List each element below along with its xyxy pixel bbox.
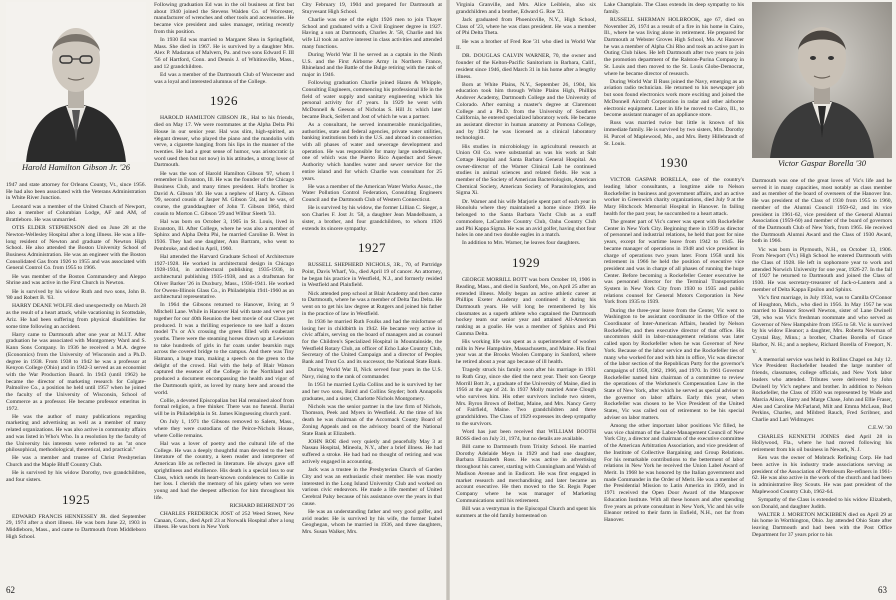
paragraph: Charlie was one of the eight 1926 men to join Thayer School and graduated with a Civil Engineer degree in 1927. Having a son at Dartmouth, Charles Jr. '58, Charlie and his wife Lil took an active interest in class activities and attended many functions. xyxy=(302,16,442,50)
paragraph: Hal was born on October 3, 1905 in St. Louis, lived in Evanston, Ill. After College, where he was also a member of Sphinx and Alpha Delta Phi, he married Caroline B. West in 1936. They had one daughter, Ann Bartram, who went to Pembroke, and died in April, 1960. xyxy=(154,218,294,252)
paragraph: 1947 and state attorney for Orleans County, Vt., since 1956. He had also been associated with the Veterans Administration in White River Junction. xyxy=(6,182,146,202)
paragraph: He is survived by his widow Ruth and two sons, John B. '80 and Robert B. '63. xyxy=(6,288,146,302)
obituary-wolfe: HARRY DEANE WOLFE died unexpectedly on March 28 as the result of a heart attack, while vacationing in Scottsdale, Ariz. He had been suffering from physical disabilities for some time following an accident. xyxy=(6,303,146,330)
paragraph: He was the son of Harold Hamilton Gibson '97, whom I remember in Evanston, Ill. He was the founder of the Chicago Business Club, and many times president. Hal's brother is David A. Gibson '40. He was a nephew of Harry A. Gibson '99, second cousin of Jasper M. Gibson '24, and he was, of course, the granddaughter of John T. Gibson 1864, third cousin to Morton C. Gibson '29 and Wilbur Sleeth '33. xyxy=(154,170,294,217)
paragraph: Bill was a vestryman in the Episcopal Church and spent his summers at the old family homestead on xyxy=(456,505,596,519)
left-column-2 xyxy=(154,2,294,533)
paragraph: In 1930 Ed was married to Margaret Shea in Springfield, Mass. She died in 1967. He is survived by a daughter Mrs. Alex P. Madaraus of Malvern, Pa. and two sons Edward F. III '56 of Hartford, Conn. and Dennis J. of Whitinsville, Mass., and 12 grandchildren. xyxy=(154,37,294,70)
paragraph: In 1964 the Gibsons returned to Hanover, living at 9 Mitchell Lane. While in Hanover Hal with taste and verve put together for our 40th Reunion the best movie of our Class yet produced. It was a thrilling experience to see half a dozen model T's or A's crossing the green filled with exuberant youths. There were the steaming horses drawn up at Lewiston to take hundreds of girls in fur coats under bearskin rugs across the covered bridge to the campus. And there was Tiny Hamann, a huge man, making a speech on the green to the delight of the crowd. Hal with the help of Blair Watson captured the essence of the College in the Northland and produced a document encompassing the health and vigor of the Dartmouth spirit, as loved by many here and around the world. xyxy=(154,302,294,396)
signature: C.E.W. '30 xyxy=(867,425,892,432)
paragraph: Dr. Warner and his wife Marjorie spent part of each year in Honolulu where they maintained a home since 1969. He belonged to the Santa Barbara Yacht Club as a staff commodore, LaCumbre Country Club, Oahu Country Club and Phi Kappa Sigma. He was an avid golfer, having shot four holes in one and two double eagles in a match. xyxy=(456,198,596,239)
class-year-heading: 1927 xyxy=(358,240,386,256)
paragraph: Nichols was the senior partner in the law firm of Nichols, Thomson, Peek and Myers in Westfield. At the time of his death he was chairman of the Accomack County Board of Zoning Appeals and on the advisory board of the National State Bank at Elizabeth. xyxy=(302,403,442,437)
paragraph: He was the author of many publications regarding marketing and advertising as well as a member of many related organizations. He was also active in community affairs and was listed in Who's Who. In a resolution by the faculty of the University his interests were referred to as "at once philosophical, methodological, theoretical, and practical." xyxy=(6,413,146,454)
paragraph: In 1951 he married Lydia Collins and he is survived by her and her two sons, Baird and Collins Snyder; both Annapolis graduates, and a sister, Charlotte Nichols Montgomery. xyxy=(302,382,442,402)
paragraph: In 1936 he married Ruth Foulks and had the misfortune of losing her in childbirth in 1942. He became very active in civic affairs, serving on the board of managers and as counsel for the Children's Specialized Hospital in Mountainside, the Westfield Rotary Club, an officer of Echo Lake Country Club, Secretary of the United Campaign and a director of Peoples Bank and Trust Co. and its successor, the National State Bank. xyxy=(302,318,442,366)
class-year-heading: 1925 xyxy=(62,491,90,507)
paragraph: Ed was a member of the Dartmouth Club of Worcester and was a loyal and interested alumnus of the College. xyxy=(154,72,294,85)
paragraph: Vic's first marriage, in July 1934, was to Camilla O'Connor of Houghton, Mich., who died in 1956. In May 1957 he was married to Eleanor Stowell Newton, sister of Lane Dwinell '28, who was Vic's freshman roommate and who served as Governor of New Hampshire from 1955 to 58. Vic is survived by his widow Eleanor; a daughter, Mrs. Roberta Newman of Crystal Bay, Minn.; a brother, Charles Borella of Grace Harbor, N. H.; and a nephew, Richard Borella of Freeport, N. Y. xyxy=(752,294,892,355)
obituary-joines: CHARLES KENNETH JOINES died April 28 in Hollywood, Fla., where he had moved following his retirement from his oil business in Newark, N. J. xyxy=(752,433,892,453)
class-year-heading: 1929 xyxy=(512,255,540,271)
paragraph: As a consultant, he served innumerable municipalities, authorities, state and federal agencies, private water utilities, banking institutions both in the U.S. and abroad in connection with all phases of water and sewerage development and operation. He was responsible for many large undertakings, one of which was the Puerto Rico Aqueduct and Sewer Authority which handles water and sewer service for the entire island and for which Charlie was consultant for 25 years. xyxy=(302,121,442,182)
obituary-holbrook: RUSSELL SHERMAN HOLBROOK, age 67, died on November 26, 1974 as a result of a fire in his home in Cairo, Ill., where he was living alone in retirement. He prepared for Dartmouth at Webster Groves High School, Mo. At Hanover he was a member of Alpha Chi Rho and took an active part in Outing Club hikes. He left Dartmouth after two years to join the promotion department of the Ralston-Purina Company in St. Louis and then moved to the St. Louis Globe-Democrat, where he became director of research. xyxy=(604,16,744,77)
paragraph: A memorial service was held in Rollins Chapel on July 12. Vice President Rockefeller headed the large number of friends, classmates, college officials, and New York labor leaders who attended. Tributes were delivered by John Dwinell by Vic's nephew and brother. In addition to Nelson Rockefeller, the Class of 1930 was represented by Wade and Marcia Alison, Harry and Marge Chase, John and Ellie Fraser, Ales and Caroline McFarland, Milt and Emma McLean, Bud Perkins, Charles, and Mildred Rauch, Fred Scribner, and Charlie and Lari Widmayer. xyxy=(752,356,892,424)
page-number-left: 62 xyxy=(6,585,15,595)
paragraph: City February 19, 1904 and prepared for Dartmouth at Stuyvesant High School. xyxy=(302,2,442,15)
paragraph: Following graduation Charlie joined Hazen & Whipple, Consulting Engineers, commencing his professional life in the field of water supply and sanitary engineering which his personal activity for 47 years. In 1929 he went with McDonnell & Geeson of Nicholas S. Hill Jr. which later became Buck, Seifert and Jost of which he was a partner. xyxy=(302,80,442,120)
left-column-3 xyxy=(302,2,442,537)
obituary-mckibben: WALTER J. MORETON MCKIBBEN died on April 29 at his home in Worthington, Ohio. Jay attended Ohio State after leaving Dartmouth and had been with the Post Office Department for 37 years prior to his xyxy=(752,511,892,538)
portrait-image xyxy=(752,2,892,158)
right-column-2 xyxy=(604,2,744,525)
obituary-hennessey: EDWARD FRANCIS HENNESSEY JR. died September 29, 1974 after a short illness. He was born June 22, 1903 in Middleboro, Mass., and came to Dartmouth from Middleboro High School. xyxy=(6,513,146,540)
class-year-heading: 1930 xyxy=(660,155,688,171)
borella-photo xyxy=(752,2,892,174)
obituary-bott: GEORGE MORRILL BOTT was born October 18, 1906 in Reading, Mass., and died in Sanford, Me., on April 25 after an extended illness. Molly began an active athletic career at Phillips Exeter Academy and continued it during his Dartmouth years. He will long be remembered by his classmates as a superb athlete who captained the Dartmouth hockey team our senior year and attained All-American ranking as a goalie. He was a member of Sphinx and Phi Gamma Delta. xyxy=(456,277,596,337)
paragraph: Russ was married twice but little is known of his immediate family. He is survived by two sisters, Mrs. Dorothy H. Purcel of Maplewood, Mo., and Mrs. Betty Hillebrandt of St. Louis. xyxy=(604,120,744,147)
class-year-heading: 1926 xyxy=(210,93,238,109)
paragraph: Bill came to Dartmouth from Trinity School. He married Dorothy Adelaide Meyn in 1929 and had one daughter, Barbara Elizabeth Ross. He was active in advertising throughout his career, starting with Cunningham and Walsh of Madison Avenue and in Endicott. He was first engaged in market research and merchandising and later became an account executive. He then moved to the St. Regis Paper Company where he was manager of Marketing Communications until his retirement. xyxy=(456,443,596,504)
obituary-jost: CHARLES FREDERICK JOST of 252 Weed Street, New Canaan, Conn., died April 23 at Norwalk Hospital after a long illness. He was born in New York xyxy=(154,511,294,531)
paragraph: Leonard was a member of the United Church of Newport, also a member of Columbian Lodge, AF and AM, of Brattleboro. He was unmarried. xyxy=(6,203,146,224)
paragraph: Dartmouth was one of the great loves of Vic's life and he served it in many capacities, most notably as class member and as member of the board of overseers of the Hanover Inn. He was president of the Class of 1930 from 1955 to 1960, member of the Alumni Council 1959-62, and its vice president in 1961-62, vice president of the General Alumni Association (1959-60) and member of the board of governors of the Dartmouth Club of New York, from 1965. He received the Dartmouth Alumni Award and the Class of 1930 Award, both in 1966. xyxy=(752,178,892,245)
right-column-3 xyxy=(752,2,892,540)
page-gutter xyxy=(446,0,450,600)
paragraph: Nick attended prep school at Blair Academy and then came to Dartmouth, where he was a member of Delta Tau Delta. He went on to get his law degree at Rutgers and joined his father in the practice of law in Westfield. xyxy=(302,290,442,317)
obituary-ross: Word has just been received that WILLIAM BOOTH ROSS died on July 31, 1974, but no details are available. xyxy=(456,429,596,442)
paragraph: Harry came to Dartmouth after one year at M.I.T. After graduation he was associated with Montgomery Ward and S. Kann Sons Company. In 1936 he received a M.A. degree (Economics) from the University of Wisconsin and a Ph.D. degree in 1938. From 1938 to 1942 he was a professor at Kenyon College (Ohio) and in 1942-3 served as an economist with the War Production Board. In 1943 (until 1962) he became the director of marketing research for Colgate-Palmolive Co., a position he held until 1957 when he joined the faculty of the University of Wisconsin, School of Commerce as a professor. He became professor emeritus in 1972. xyxy=(6,331,146,412)
paragraph: Lake Champlain. The Class extends its deep sympathy to his family. xyxy=(604,2,744,15)
paragraph: Following graduation Ed was in the oil business at first but about 1940 joined the Stevens Walden Co. of Worcester, manufacturer of wrenches and other tools and accessories. He became vice president and sales manager, retiring recently from this position. xyxy=(154,2,294,35)
obituary-borella: VICTOR GASPAR BORELLA, one of the country's leading labor consultants, a longtime aide to Nelson Rockefeller in business and government affairs, and an active worker in Greenwich charity organizations, died July 9 at the Mary Hitchcock Memorial Hospital in Hanover. In failing health for the past year, he succumbed to a heart attack. xyxy=(604,177,744,217)
paragraph: During World War II, Nick served four years in the U.S. Navy, rising to the rank of commander. xyxy=(302,367,442,380)
paragraph: Vic was born in Plymouth, N.H., on October 13, 1906. From Newport (Vt.) High School he entered Dartmouth with the Class of 1928. He left in sophomore year to work and attended Norwich University for one year, 1926-27. In the fall of 1927 he returned to Dartmouth and joined the Class of 1930. He was secretary-treasurer of Jack-o-Lantern and a member of Delta Kappa Epsilon and Sphinx. xyxy=(752,246,892,293)
gibson-photo xyxy=(6,2,146,178)
photo-caption: Victor Gaspar Borella '30 xyxy=(778,158,866,168)
paragraph: On July 1, 1971 the Gibsons removed to Salem, Mass., where they were custodians of the Peirce-Nichols House, where Collie remains. xyxy=(154,419,294,439)
paragraph: His studies in microbiology in agricultural research at Union Oil Co. were substantial as was his work at Salt Cottage Hospital and Santa Barbara General Hospital. An owner-director of the Warner Clinical Lab he continued studies in animal sciences and related fields. He was a member of the Society of American Bacteriologists, American Chemical Society, American Society of Parasitologists, and Sigma Xi. xyxy=(456,143,596,197)
paragraph: Among the other important labor positions Vic filled, he was vice chairman of the Labor-Management Council of New York City, a director and chairman of the executive committee of the American Arbitration Association, and vice president of the Institute of Collective Bargaining and Group Relations. For his remarkable contributions to the betterment of labor relations in New York he received the Union Label Award of Merit. In 1968 he was honored by the Italian government and made Commander in the Order of Merit. He was a member of the Presidential Mission to Latin America in 1969, and in 1971 received the Open Door Award of the Manpower Education Institute. With all these honors and after spending five years as private consultant in New York, Vic and his wife Eleanor retired to their farm in Enfield, N.H., not far from Hanover. xyxy=(604,423,744,523)
paragraph: His working life was spent as a superintendent of woolen mills in New Hampshire, Massachusetts, and Maine. His final year was at the Brooks Woolen Company in Sanford, where he retired about a year ago because of ill health. xyxy=(456,338,596,366)
portrait-image xyxy=(6,2,146,162)
paragraph: He was an understanding father and very good golfer, and avid reader. He is survived by his wife, the former Isabel Geoghegan, whom he married in 1936, and three daughters, Mrs. Susan Walker, Mrs. xyxy=(302,508,442,535)
paragraph: The greater part of Vic's career was spent with Rockefeller Center in New York City. Beginning there in 1939 as director of personnel and industrial relations, he held that post for nine years, except for wartime leave from 1942 to 1945. He became manager of operations in 1948 and vice president in charge of operations two years later. From 1958 until his retirement in 1966 he held the position of executive vice president and was in charge of all phases of running the huge Center. Before becoming a Rockefeller Center executive he was personnel director for the Terminal Transportation System in New York City from 1930 to 1935 and public relations counsel for General Motors Corporation in New York from 1935 to 1939. xyxy=(604,218,744,306)
paragraph: He was member of the Boston Commandery and Aleppo Shrine and was active in the First Church in Newton. xyxy=(6,273,146,287)
paragraph: He is survived by his widow, the former Lillian C. Sieger, a son Charles F. Jost Jr. '58, a daughter Jean Mandelbaum, a sister, a brother, and four grandchildren, to whom 1926 extends its sincere sympathy. xyxy=(302,205,442,232)
paragraph: Hal attended the Harvard Graduate School of Architecture 1927-1928. He worked in architectural design in Chicago 1928-1934, in architectural publishing 1935-1936, in architectural publishing 1935-1938, and as a draftsman for Oliver Barker '26 in Duxbury, Mass., 1936-1941. He worked for Owens-Illinois Glass Co., in Philadelphia 1941-1960 as an architectural representative. xyxy=(154,254,294,301)
paragraph: He was a member of the American Water Works Assoc., the Water Pollution Control Federation, Consulting Engineers Council and the Dartmouth Club of Western Connecticut. xyxy=(302,183,442,204)
obituary-warner: DR. DOUGLAS CALVIN WARNER, 70, the owner and founder of the Kelton-Pacific Sanitorium in Barbara, Calif., resident since 1946, died March 31 in his home after a lengthy illness. xyxy=(456,53,596,80)
paragraph: Sympathy of the Class is extended to his widow Elizabeth, son Donald, and daughter Judith. xyxy=(752,496,892,510)
obituary-stephenson: OTIS ELDER STEPHENSON died on June 28 at the Newton-Wellesley Hospital after a long illness. He was a life-long resident of Newton and graduate of Newton High School. He also attended the Boston University School of Business Administration. He was an engineer with the Boston Consolidated Gas from 1926 to 1955 and was associated with General Control Co. from 1955 to 1966. xyxy=(6,225,146,272)
obituary-roe: JOHN ROE died very quietly and peacefully May 3 at Nassau Hospital, Mineola, N.Y., after a brief illness. He had suffered a stroke. He had had no thought of retiring and was actively engaged in accounting. xyxy=(302,438,442,465)
paragraph: Collie, a devoted Episcopalian but Hal remained aloof from formal religion, a free thinker. There was no funeral. Burial will be in Philadelphia in St. James Kingsessing church yard. xyxy=(154,397,294,418)
paragraph: Born at White Plains, N.Y., September 26, 1904, his education took him through White Plains High, Phillips Andover Academy, Dartmouth College and the University of Colorado. After earning a master's degree at Claremont College and a Ph.D. from the University of Southern California, he entered specialized laboratory work. He became an assistant director in human anatomy at Pomona College, and by 1942 he was licensed as a clinical laboratory technologist. xyxy=(456,81,596,142)
paragraph: Jack was a trustee in the Presbyterian Church of Garden City and was an enthusiastic choir member. He was mostly interested in the Long Island University Club and worked on various civic endeavors. He made a life member of United Cerebral Palsy because of his assistance over the years in that cause. xyxy=(302,467,442,507)
paragraph: During World War II he served as a captain in the Ninth U.S. and the First Airborne Army in Northern France, Rhineland and the Battle of the Bulge retiring with the rank of major in 1946. xyxy=(302,51,442,79)
left-column-1 xyxy=(6,2,146,542)
page-number-right: 63 xyxy=(878,585,887,595)
paragraph: He was a member and trustee of Christ Presbyterian Church and the Maple Bluff Country Club. xyxy=(6,455,146,469)
obituary-nichols: RUSSELL SHEPHERD NICHOLS, 3R., 70, of Partridge Point, Davis Wharf, Va., died April 19 of cancer. An attorney, he began his practice in Westfield, N.J., and formerly resided in Westfield and Plainfield. xyxy=(302,262,442,289)
paragraph: In addition to Mrs. Warner, he leaves four daughters. xyxy=(462,240,581,247)
paragraph: During the three-year leave from the Center, Vic went to Washington to be assistant coordinator in the Office of the Coordinator of Inter-American Affairs, headed by Nelson Rockefeller, and then executive director of that office. His uncommon skill in labor-management relations was later called upon by Rockefeller when he was Governor of New York. Because of the labor service and the Rockefeller ties of many who worked for and with him in office, Vic was director of the labor section of the Republican Party for the governor's campaigns of 1958, 1962, 1966, and 1970. In 1961 Governor Rockefeller named him chairman of a committee to review the operations of the Workmen's Compensation Law in the State of New York, after which he served as special adviser to the governor on labor affairs. Early this year, when Rockefeller was chosen to be Vice President of the United States, Vic was called out of retirement to be his special adviser on labor matters. xyxy=(604,307,744,421)
obituary-gibson: HAROLD HAMILTON GIBSON JR., Hal to his friends, died on May 17. We were roommates at the Alpha Delta Phi House in our senior year. Hal was slim, high-spirited, an elegant dresser, who played the piano and the mandolin with verve, a cigarette hanging from his lips in the manner of the twenties. He had a great sense of humor, was aristocratic (a word used then but not now) in his attitudes, a strong lover of Dartmouth. xyxy=(154,115,294,169)
paragraph: Virginia Granville, and Mrs. Alice Leiblein, also six grandchildren and a brother, Edward G. Roe '23. xyxy=(456,2,596,15)
right-column-1 xyxy=(456,2,596,521)
paragraph: Ken was the owner of Mobrack Refining Corp. He had been active in his industry trade associations serving as president of the Association of Petroleum Re-refiners in 1961-62. He was also active in the work of the church and had been in administrative Boy Scouts. He was past president of the Maplewood Country Club, 1962-64. xyxy=(752,455,892,495)
paragraph: Tragedy struck his family soon after his marriage in 1931 to Ruth Gray, since she died the next year. Their son George Morrill Bott Jr., a graduate of the University of Maine, died in 1956 at the age of 24. In 1937 Molly married Anne Clough who survives him. His other survivors include two sisters, Mrs. Byron Brown of Belfast, Maine, and Mrs. Nancy Gerry of Fairfield, Maine. Two grandchildren and three grandchildren. The Class of 1929 expresses its deep sympathy to the survivors. xyxy=(456,367,596,427)
paragraph: Hal was a lover of poetry and the cultural life of the College. He was a deeply thoughtful man devoted to the best literature of the country, a keen reader and interpreter of American life as reflected in literature. He always gave off sprightliness and ebullience. His death is a special loss to our Class, which sends its heart-known condolences to Collie in her loss. I cherish the memory of his gaiety when we were young and had the deepest affection for him throughout his life. xyxy=(154,440,294,501)
paragraph: Jack graduated from Phoenixville, N.Y., High School, Class of '23, where he was class president. He was a member of Phi Delta Theta. xyxy=(456,16,596,37)
signature: RICHARD BEHRENDT '26 xyxy=(229,502,294,509)
paragraph: During World War II Russ joined the Navy, emerging as an aviation radio technician. He returned to his newspaper job but soon found electronics work more exciting and joined the McDonnell Aircraft Corporation in radar and other airborne electronic equipment. Later in life he moved to Cairo, Ill., to become assistant manager of an appliance store. xyxy=(604,78,744,119)
photo-caption: Harold Hamilton Gibson Jr. '26 xyxy=(22,162,130,172)
paragraph: He is survived by his widow Dorothy, two grandchildren, and four sisters. xyxy=(6,470,146,484)
paragraph: He was a brother of Fred Roe '31 who died in World War II. xyxy=(456,38,596,52)
